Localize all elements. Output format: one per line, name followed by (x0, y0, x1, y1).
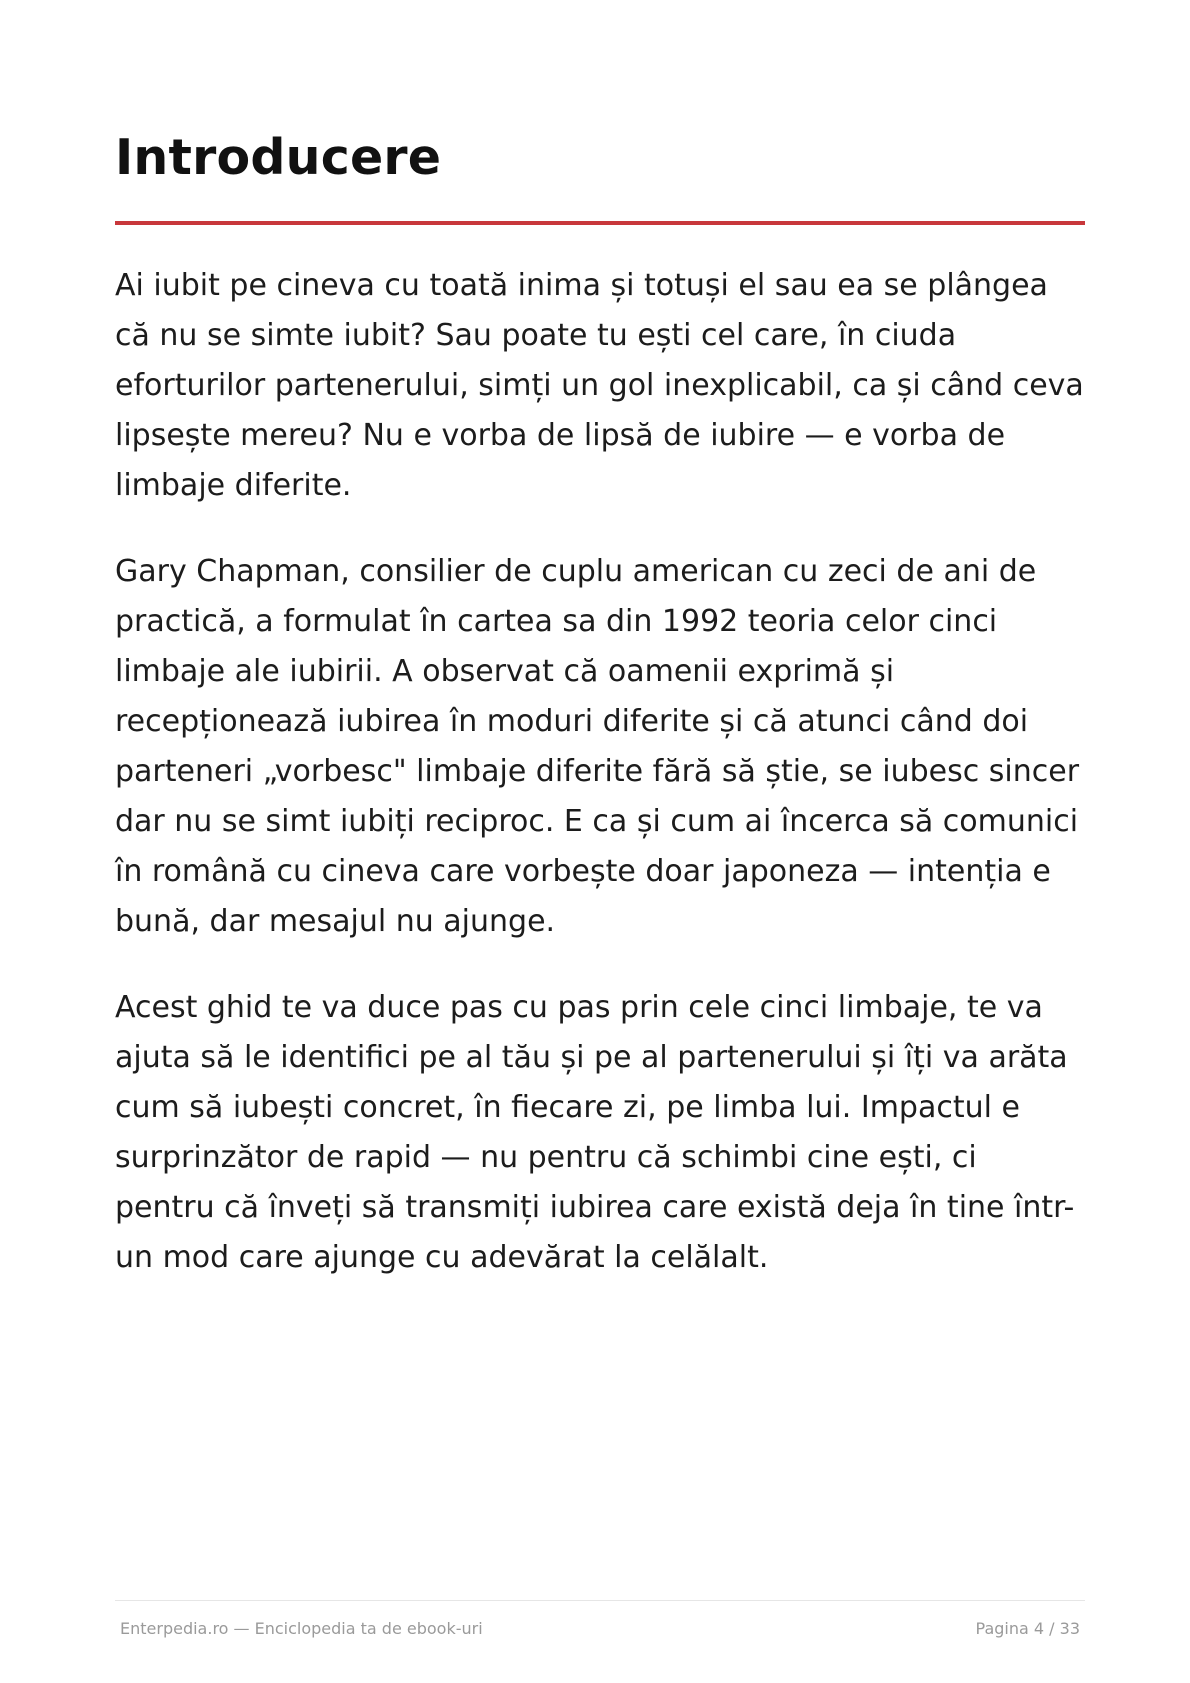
page-content (115, 128, 1085, 1319)
paragraph-intro: Ai iubit pe cineva cu toată inima și totuși el sau ea se plângea că nu se simte iubit? Sau poate tu ești cel care, în ciuda eforturilor partenerului, simți un gol inexplicabil, ca și când ceva lipsește mereu? Nu e vorba de lipsă de iubire — e vorba de limbaje diferite. (115, 268, 1084, 503)
footer-page-number: Pagina 4 / 33 (975, 1619, 1080, 1638)
section-title: Introducere (115, 129, 442, 186)
body-text (115, 261, 1085, 1283)
title-underline (115, 221, 1085, 225)
footer-row (115, 1601, 1085, 1638)
page-footer (115, 1600, 1085, 1638)
paragraph-chapman: Gary Chapman, consilier de cuplu american cu zeci de ani de practică, a formulat în cartea sa din 1992 teoria celor cinci limbaje ale iubirii. A observat că oamenii exprimă și recepționează iubirea în moduri diferite și că atunci când doi parteneri „vorbesc" limbaje diferite fără să știe, se iubesc sincer dar nu se simt iubiți reciproc. E ca și cum ai încerca să comunici în română cu cineva care vorbește doar japoneza — intenția e bună, dar mesajul nu ajunge. (115, 554, 1080, 939)
footer-site-name: Enterpedia.ro — Enciclopedia ta de ebook-uri (120, 1619, 483, 1638)
paragraph-guide: Acest ghid te va duce pas cu pas prin cele cinci limbaje, te va ajuta să le identifici pe al tău și pe al partenerului și îți va arăta cum să iubești concret, în fiecare zi, pe limba lui. Impactul e surprinzător de rapid — nu pentru că schimbi cine ești, ci pentru că înveți să transmiți iubirea care există deja în tine într-un mod care ajunge cu adevărat la celălalt. (115, 990, 1075, 1275)
